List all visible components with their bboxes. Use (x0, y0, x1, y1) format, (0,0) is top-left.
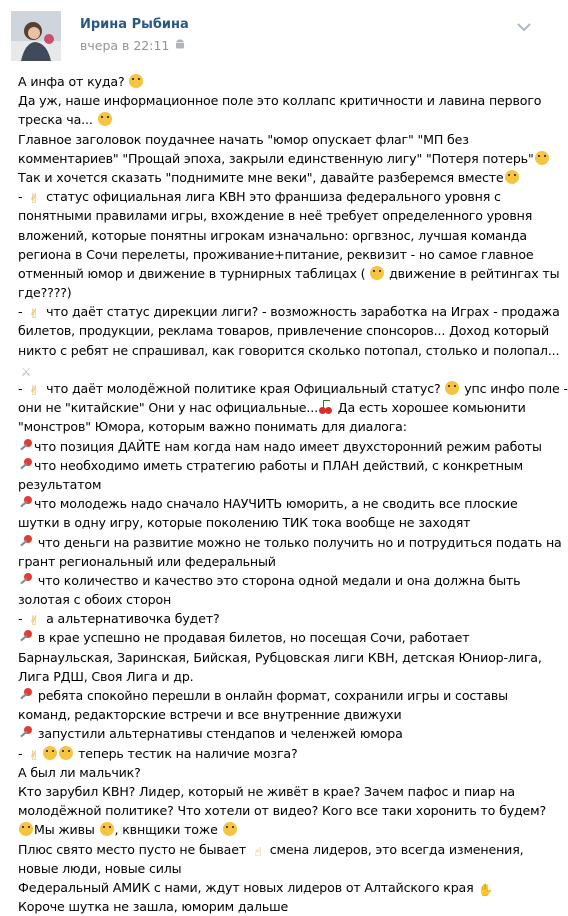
post-text-line (18, 110, 543, 129)
face-emoji-icon (98, 112, 112, 126)
post-text-line (18, 897, 543, 916)
post-text-line (18, 494, 543, 513)
post-text-fragment: что деньги на развитие можно не только получить но и потрудиться подать на (34, 534, 562, 550)
post-text-fragment: Главное заголовок поудачнее начать "юмор опускает флаг" "МП без (18, 131, 469, 147)
post-text-fragment: что даёт статус дирекции лиги? - возможность заработка на Играх - продажа (42, 304, 560, 320)
post-text-fragment: теперь тестик на наличие мозга? (74, 745, 298, 761)
post-text-line (18, 763, 543, 782)
post-text-line (18, 91, 543, 110)
post-text-line (18, 667, 543, 686)
post-text-fragment: новые люди, новые силы (18, 860, 182, 876)
author-name[interactable]: Ирина Рыбина (80, 17, 189, 32)
post-text-fragment: что необходимо иметь стратегию работы и ПЛАН действий, с конкретным (34, 457, 524, 473)
post-text-line (18, 705, 543, 724)
post-text-line (18, 341, 560, 360)
post-text-line (18, 72, 543, 91)
post-text-line (18, 686, 543, 705)
post-text-line (18, 533, 562, 552)
post-text-line (18, 149, 543, 168)
post-text-fragment: золотая с обоих сторон (18, 592, 172, 608)
post-text-fragment: Лига РДШ, Своя Лига и др. (18, 668, 194, 684)
post-text-fragment: отменный юмор и движение в турнирных таблицах ( (18, 265, 370, 281)
post-text-fragment: они не "китайские" Они у нас официальные... (18, 400, 318, 416)
post-text-fragment: билетов, продукции, реклама товаров, привлечение спонсоров... Доход который (18, 323, 550, 339)
post-text-line (18, 782, 543, 801)
post-text-fragment: А был ли мальчик? (18, 764, 141, 780)
post-text-fragment: упс инфо поле - (460, 381, 568, 396)
post-text-fragment: результатом (18, 476, 102, 492)
post-text-line (18, 456, 543, 475)
post-text-fragment: статус официальная лига КВН это франшиза федерального уровня с (42, 189, 501, 205)
post-text-fragment: команд, редакторские встречи и все внутренние движухи (18, 707, 402, 723)
post-text-line (18, 552, 543, 571)
post-text-fragment: , квнщики тоже (114, 822, 222, 838)
bone-emoji-icon: ⚔ (20, 364, 32, 379)
post-text-line (18, 820, 543, 839)
post-text-line (18, 840, 543, 859)
post-text-fragment: что молодежь надо сначало НАУЧИТЬ юморить, а не сводить все плоские (34, 496, 518, 512)
post-text-fragment: шутки в одну игру, которые поколению ТИК тока вообще не заходят (18, 515, 471, 531)
post-text-line (18, 878, 543, 897)
post-text-fragment: - (18, 189, 27, 205)
post-text-line (18, 475, 543, 494)
post-text-line (18, 283, 543, 302)
victory-hand-icon: ✌ (28, 307, 40, 323)
post-text-fragment: комментариев" "Прощай эпоха, закрыли единственную лигу" "Потеря потерь" (18, 150, 534, 166)
pushpin-icon (19, 458, 33, 472)
post-text-line (18, 321, 550, 340)
pushpin-icon (19, 535, 33, 549)
face-emoji-icon (370, 266, 384, 280)
face-emoji-icon (445, 381, 459, 395)
post-text-fragment: - (18, 745, 27, 761)
author-avatar[interactable] (11, 11, 61, 61)
post-text-line (18, 226, 543, 245)
post-text-line (18, 801, 547, 820)
post-text-fragment: Да уж, наше информационное поле это коллапс критичности и лавина первого (18, 93, 542, 109)
post-text-line (18, 513, 543, 532)
post-text-fragment: треска ча... (18, 112, 97, 128)
android-icon (175, 38, 185, 53)
post-text-line (18, 130, 543, 149)
face-emoji-icon (129, 74, 143, 88)
pushpin-icon (19, 573, 33, 587)
post-text-line (18, 859, 543, 878)
pushpin-icon (19, 726, 33, 740)
post-text-line (18, 590, 543, 609)
post-text-fragment: что количество и качество это сторона одной медали и она должна быть (34, 572, 521, 588)
post-text-line (18, 437, 543, 456)
post-text-fragment: смена лидеров, это всегда изменения, (265, 841, 524, 857)
post-text-line (18, 571, 543, 590)
post-text-fragment: грант региональный или федеральный (18, 553, 276, 569)
post-text-fragment: Мы живы (34, 822, 99, 838)
pointing-hand-icon: ☝ (254, 844, 262, 859)
post-text-line (18, 417, 543, 436)
face-emoji-icon (535, 151, 549, 165)
post-text-line (18, 609, 543, 628)
post-text-line (18, 206, 543, 225)
post-text-fragment: "монстров" Юмора, которым важно понимать для диалога: (18, 419, 407, 435)
post-text-line (18, 360, 543, 379)
post-text-line (18, 724, 543, 743)
post-meta (80, 38, 185, 53)
pushpin-icon (19, 630, 33, 644)
post-text-line (18, 187, 543, 206)
face-emoji-icon (100, 822, 114, 836)
post-text-fragment: - (18, 381, 27, 396)
post-text-line (18, 168, 543, 187)
post-time[interactable]: вчера в 22:11 (80, 38, 170, 53)
post-text-line (18, 264, 560, 283)
post-text-fragment: Федеральный АМИК с нами, ждут новых лидеров от Алтайского края (18, 879, 478, 895)
post-text-line (18, 245, 543, 264)
face-emoji-icon (19, 822, 33, 836)
victory-hand-icon: ✌ (28, 192, 40, 208)
victory-hand-icon: ✌ (28, 384, 40, 399)
post-text-line (18, 379, 568, 399)
post-text-fragment: Короче шутка не зашла, юморим дальше (18, 899, 289, 915)
post-text (18, 72, 568, 916)
post-text-fragment: а альтернативочка будет? (42, 611, 220, 627)
pushpin-icon (19, 688, 33, 702)
cherries-icon (319, 400, 333, 414)
post-text-fragment: Да есть хорошее комьюнити (333, 400, 526, 416)
post-text-fragment: запустили альтернативы стендапов и челенжей юмора (34, 726, 403, 742)
post-text-fragment: никто с ребят не спрашивал, как говорится сколько потопал, столько и полопал... (18, 342, 560, 358)
post-text-fragment: - (18, 611, 27, 627)
post-text-fragment: ребята спокойно перешли в онлайн формат, сохранили игры и составы (34, 688, 508, 703)
pushpin-icon (19, 439, 33, 453)
post-text-fragment: Барнаульская, Заринская, Бийская, Рубцовская лиги КВН, детская Юниор-лига, (18, 649, 542, 665)
pushpin-icon (19, 496, 33, 510)
post-text-fragment: Плюс свято место пусто не бывает (18, 841, 250, 857)
post-text-line (18, 648, 543, 667)
post-text-fragment: понятными правилами игры, вхождение в неё требует определенного уровня (18, 208, 533, 224)
post-text-line (18, 398, 543, 417)
post-text-line (18, 302, 560, 323)
face-emoji-icon (59, 746, 73, 760)
victory-hand-icon: ✌ (28, 748, 40, 764)
face-emoji-icon (505, 170, 519, 184)
post-text-fragment: что даёт молодёжной политике края Официальный статус? (42, 381, 445, 396)
post-text-fragment: вложений, которые понятны игрокам изначально: оргвзнос, лучшая команда (18, 227, 527, 243)
post-text-fragment: в крае успешно не продавая билетов, но посещая Сочи, работает (34, 630, 470, 646)
avatar-photo (11, 11, 61, 61)
post-text-fragment: где????) (18, 285, 72, 301)
more-dots-icon[interactable] (514, 18, 534, 30)
face-emoji-icon (223, 822, 237, 836)
post-text-line (18, 628, 543, 647)
victory-hand-icon: ✌ (28, 614, 40, 630)
post-text-fragment: А инфа от куда? (18, 74, 129, 89)
post-text-fragment: молодёжной политике? Что хотели от видео? Кого все таки хоронить то будем? (18, 803, 547, 819)
post-text-fragment: движение в рейтингах ты (385, 265, 560, 281)
post-text-fragment: Кто зарубил КВН? Лидер, который не живёт в крае? Зачем пафос и пиар на (18, 783, 515, 799)
clapping-hands-icon: ✋ (478, 882, 494, 897)
post-text-fragment: региона в Сочи перелеты, проживание+питание, реквизит - но самое главное (18, 246, 534, 262)
post-text-fragment: что позиция ДАЙТЕ нам когда нам надо имеет двухсторонний режим работы (34, 438, 542, 454)
post-text-line (18, 744, 543, 763)
post-text-fragment: Так и хочется сказать "поднимите мне веки", давайте разберемся вместе (18, 169, 504, 185)
post-text-fragment: - (18, 304, 27, 320)
face-emoji-icon (43, 746, 57, 760)
